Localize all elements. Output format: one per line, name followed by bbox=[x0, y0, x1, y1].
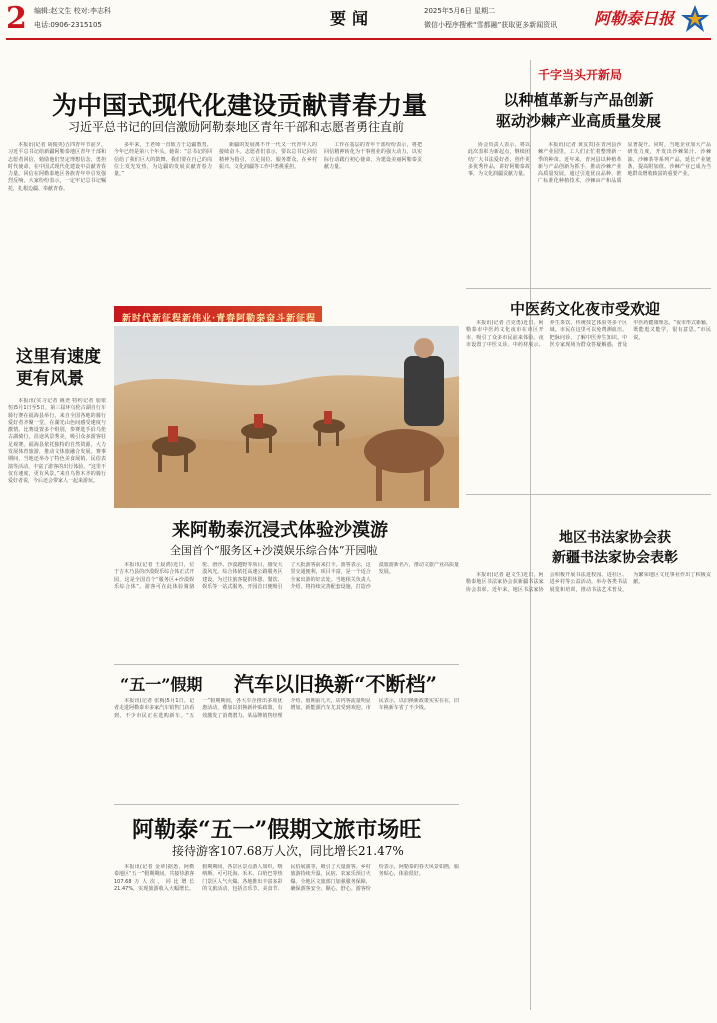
page-header bbox=[0, 0, 717, 40]
shaji-body: 本报讯(记者 黄友贵)在青河县沙棘产业园里，工人们正忙着整理新一季的种苗。近年来，青河县以种植革新与产品创新为抓手，推动沙棘产业高质量发展。通过引进优良品种、推广标准化种植技术，沙棘亩产和品质显著提升。同时，当地企业加大产品研发力度，开发出沙棘果汁、沙棘油、沙棘茶等系列产品，延长产业链条，提高附加值。沙棘产业已成为当地群众增收致富的重要产业。 bbox=[538, 142, 711, 185]
page-number: 2 bbox=[6, 1, 27, 36]
left-story-body: 本报讯(实习记者 姚尧 特约记者 加依恒)5月1日至5日，第三届环乌伦古湖自行车骑行赛在福海县举行，来自全国各地的骑行爱好者齐聚一堂，在湖光山色间感受速度与激情。比赛设置多个组别，参赛选手沿乌伦古湖骑行，沿途风景秀美，吸引众多游客驻足观赛。福海县依托独特的自然资源，大力发展体育旅游，推动文体旅融合发展。赛事期间，当地还举办了特色美食展销、民俗表演等活动，丰富了游客的出行体验。“这里不仅有速度，更有风景。”来自乌鲁木齐的骑行爱好者说，今后还会带家人一起来游玩。 bbox=[8, 398, 106, 485]
desert-body: 本报讯(记者 王晨鸿)近日，位于吉木乃县的沙漠娱乐综合体正式开园，这是全国首个“服务区+沙漠娱乐综合体”。游客可在此体验骑骆驼、滑沙、沙漠越野等项目，感受大漠风光。综合体依托高速公路服务区建设，为过往旅客提供休憩、餐饮、娱乐等一站式服务。开园首日便吸引了大批游客前来打卡。游客表示，这里交通便利，项目丰富，是一个适合全家出游的好去处。当地相关负责人介绍，将持续完善配套设施，打造沙漠旅游新名片，推动文旅产业高质量发展。 bbox=[114, 562, 459, 590]
lead-col-1: 本报讯(记者 胡俊英)五四青年节前夕，习近平总书记给新疆阿勒泰地区青年干部和志愿者回信，勉励他们坚定理想信念，勇担时代使命，在中国式现代化建设中贡献青春力量。回信在阿勒泰地区各族青年中引发强烈反响，大家纷纷表示，一定牢记总书记嘱托，扎根边疆、奉献青春。 bbox=[8, 142, 106, 192]
calligraphy-headline: 地区书法家协会获 新疆书法家协会表彰 bbox=[552, 530, 678, 566]
car-headline-a: “五一”假期 bbox=[120, 675, 203, 694]
header-rule bbox=[6, 38, 711, 40]
section-banner: 新时代新征程新伟业·青春阿勒泰奋斗新征程 bbox=[114, 306, 322, 322]
lead-subhead: 习近平总书记的回信激励阿勒泰地区青年干部和志愿者勇往直前 bbox=[68, 120, 405, 134]
desert-subhead: 全国首个“服务区+沙漠娱乐综合体”开园啦 bbox=[170, 544, 378, 557]
desert-headline: 来阿勒泰沉浸式体验沙漠游 bbox=[172, 520, 388, 541]
divider bbox=[466, 288, 711, 289]
bottom-subhead: 接待游客107.68万人次，同比增长21.47% bbox=[172, 844, 404, 858]
issue-date: 2025年5月6日 星期二 bbox=[424, 7, 495, 15]
divider bbox=[114, 804, 459, 805]
desert-camel-photo bbox=[114, 326, 459, 508]
car-headline-b: 汽车以旧换新“不断档” bbox=[234, 672, 438, 696]
newspaper-logo-icon bbox=[680, 4, 710, 34]
shaji-body-left: 协会负责人表示，将以此次表彰为新起点，继续团结广大书法爱好者，创作更多优秀作品，讲好阿勒泰故事，为文化润疆贡献力量。 bbox=[468, 142, 530, 178]
bottom-body: 本报讯(记者 金章)据悉，阿勒泰地区“五一”假期期间，共接待游客107.68万人次，同比增长21.47%，实现旅游收入大幅增长。假期期间，各景区景点游人如织，喀纳斯、可可托海、禾木、白哈巴等热门景区人气火爆。各地推出丰富多彩的文旅活动，包括音乐节、美食节、民俗展演等，吸引了大量游客。乡村旅游持续升温，民宿、农家乐预订火爆。全地区文旅部门加强服务保障，确保游客安全、顺心、舒心。游客纷纷表示，阿勒泰的春天风景如画，服务贴心，体验很好。 bbox=[114, 864, 459, 892]
phone-number: 电话:0906-2315105 bbox=[34, 21, 102, 29]
calligraphy-body: 本报讯(记者 赵文生)近日，阿勒泰地区书法家协会获新疆书法家协会表彰。近年来，地区书法家协会积极开展书法进校园、进社区、进乡村等公益活动，举办各类书法展览和培训，推动书法艺术普及，为繁荣地区文化事业作出了积极贡献。 bbox=[466, 572, 711, 593]
section-title: 要闻 bbox=[330, 9, 375, 28]
subscribe-note: 微信小程序搜索“雪都融”获取更多新闻资讯 bbox=[424, 21, 558, 29]
lead-headline: 为中国式现代化建设贡献青春力量 bbox=[52, 91, 428, 120]
lead-col-3: 新疆的发展离不开一代又一代青年人的接续奋斗。志愿者们表示，要以总书记回信精神为指引，立足岗位、服务群众，在乡村振兴、文化润疆等工作中勇挑重担。 bbox=[219, 142, 317, 170]
editor-credit: 编辑:赵文生 校对:李志科 bbox=[34, 7, 111, 15]
bottom-headline: 阿勒泰“五一”假期文旅市场旺 bbox=[132, 817, 422, 843]
car-body: 本报讯(记者 张梅)5月1日，记者走进阿勒泰市多家汽车销售门店看到，不少市民正在选购新车。“五一”假期期间，各大车企推出多项优惠活动，叠加以旧换新补贴政策，有效激发了消费潜力。某品牌销售经理介绍，假期前几天，店内客流量明显增加，新能源汽车尤其受到欢迎。市民表示，以旧换新政策实实在在，旧车换新车省了不少钱。 bbox=[114, 698, 459, 719]
lead-col-2: 多年来，王老师一直致力于边疆教育，今年已经是第八个年头，她说：“总书记的回信给了我们巨大的鼓舞，我们要在自己的岗位上发光发热，为边疆的发展贡献青春力量。” bbox=[114, 142, 212, 178]
lead-col-4: 工作在基层的青年干部纷纷表示，将把回信精神转化为干事创业的强大动力，以实际行动践行初心使命，为建设美丽阿勒泰贡献力量。 bbox=[324, 142, 422, 170]
tcm-headline: 中医药文化夜市受欢迎 bbox=[510, 300, 661, 318]
left-story-headline: 这里有速度 更有风景 bbox=[16, 347, 101, 389]
divider bbox=[466, 494, 711, 495]
masthead: 阿勒泰日报 bbox=[594, 9, 675, 28]
shaji-headline: 以种植革新与产品创新 驱动沙棘产业高质量发展 bbox=[496, 91, 662, 130]
divider bbox=[114, 664, 459, 665]
right-tag: 千字当头开新局 bbox=[538, 68, 623, 82]
tcm-body: 本报讯(记者 吉克勇)近日，阿勒泰市中医药文化夜市在市区开市，吸引了众多市民前来体验。夜市设置了中医义诊、中药材展示、养生茶饮、传统技艺体验等多个区域。市民在这里可以免费测血压、把脉问诊，了解中医养生知识。中医专家现场为群众答疑解惑，普及中医药健康理念。“夜市形式新颖，既能逛又能学，很有意思。”市民说。 bbox=[466, 320, 711, 348]
